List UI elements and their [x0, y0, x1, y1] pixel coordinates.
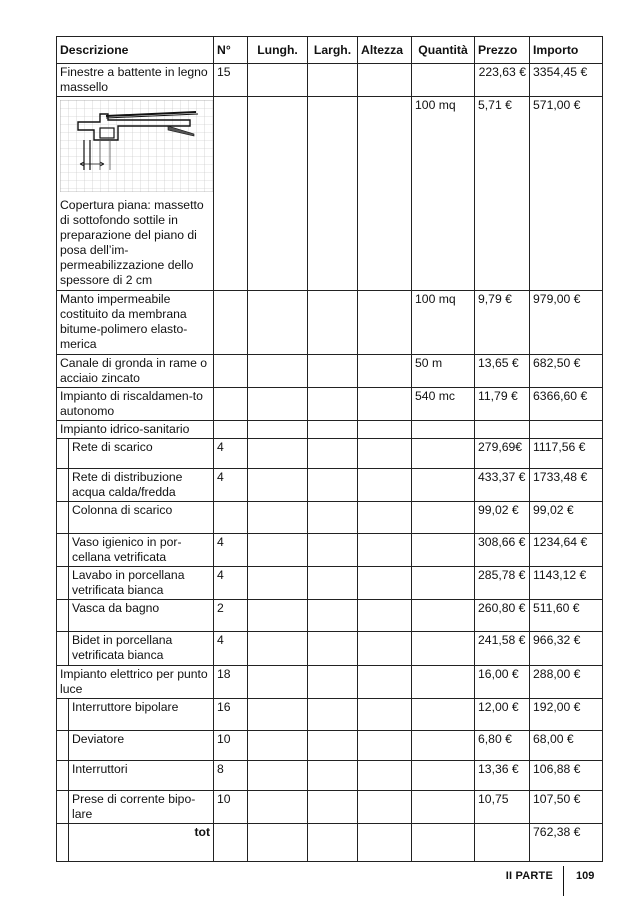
row-description: Finestre a battente in legno massello	[57, 64, 214, 97]
row-n: 4	[214, 632, 248, 666]
row-importo: 682,50 €	[530, 355, 603, 388]
row-n	[214, 421, 248, 439]
row-prezzo: 11,79 €	[475, 388, 530, 421]
table-row	[57, 666, 603, 699]
row-quantita	[412, 791, 475, 824]
indent-cell	[57, 761, 69, 791]
row-n: 2	[214, 600, 248, 632]
table-row	[57, 388, 603, 421]
row-lungh	[248, 97, 308, 291]
row-lungh	[248, 439, 308, 469]
row-largh	[308, 97, 358, 291]
row-altezza	[358, 731, 412, 761]
row-importo: 3354,45 €	[530, 64, 603, 97]
row-prezzo	[475, 421, 530, 439]
row-largh	[308, 421, 358, 439]
row-prezzo: 16,00 €	[475, 666, 530, 699]
table-row	[57, 761, 603, 791]
indent-cell	[57, 567, 69, 600]
row-altezza	[358, 791, 412, 824]
row-quantita: 100 mq	[412, 291, 475, 355]
row-lungh	[248, 64, 308, 97]
header-quantita: Quantità	[412, 37, 475, 64]
row-prezzo: 13,36 €	[475, 761, 530, 791]
row-quantita	[412, 666, 475, 699]
row-n: 18	[214, 666, 248, 699]
row-altezza	[358, 439, 412, 469]
row-quantita	[412, 502, 475, 534]
row-description: Lavabo in porcellana vetrificata bianca	[69, 567, 214, 600]
row-altezza	[358, 469, 412, 502]
row-description: Vaso igienico in por-cellana vetrificata	[69, 534, 214, 567]
row-largh	[308, 291, 358, 355]
row-n: 10	[214, 791, 248, 824]
footer-divider	[563, 866, 564, 896]
table-row	[57, 421, 603, 439]
row-prezzo: 5,71 €	[475, 97, 530, 291]
header-importo: Importo	[530, 37, 603, 64]
row-quantita	[412, 699, 475, 731]
row-largh	[308, 534, 358, 567]
table-row	[57, 291, 603, 355]
row-prezzo: 241,58 €	[475, 632, 530, 666]
row-n	[214, 355, 248, 388]
row-altezza	[358, 534, 412, 567]
row-importo: 511,60 €	[530, 600, 603, 632]
indent-cell	[57, 439, 69, 469]
table-header-row	[57, 37, 603, 64]
row-altezza	[358, 502, 412, 534]
row-lungh	[248, 761, 308, 791]
row-description-cell	[57, 97, 214, 291]
total-empty	[412, 824, 475, 862]
row-n	[214, 388, 248, 421]
page-number: 109	[576, 870, 595, 882]
row-lungh	[248, 632, 308, 666]
row-quantita	[412, 439, 475, 469]
total-row	[57, 824, 603, 862]
row-largh	[308, 600, 358, 632]
row-lungh	[248, 502, 308, 534]
total-empty	[475, 824, 530, 862]
row-description: Prese di corrente bipo-lare	[69, 791, 214, 824]
indent-cell	[57, 534, 69, 567]
row-prezzo: 99,02 €	[475, 502, 530, 534]
row-importo: 192,00 €	[530, 699, 603, 731]
row-n: 10	[214, 731, 248, 761]
row-n	[214, 502, 248, 534]
row-prezzo: 260,80 €	[475, 600, 530, 632]
table-row	[57, 632, 603, 666]
table-row	[57, 600, 603, 632]
row-lungh	[248, 666, 308, 699]
indent-cell	[57, 469, 69, 502]
row-lungh	[248, 355, 308, 388]
roof-section-drawing	[60, 100, 214, 192]
indent-cell	[57, 632, 69, 666]
row-importo: 1733,48 €	[530, 469, 603, 502]
row-quantita	[412, 64, 475, 97]
row-quantita: 50 m	[412, 355, 475, 388]
row-largh	[308, 731, 358, 761]
row-lungh	[248, 791, 308, 824]
row-prezzo: 12,00 €	[475, 699, 530, 731]
row-importo: 979,00 €	[530, 291, 603, 355]
row-altezza	[358, 97, 412, 291]
row-quantita	[412, 600, 475, 632]
row-quantita	[412, 421, 475, 439]
header-lungh: Lungh.	[248, 37, 308, 64]
row-prezzo: 308,66 €	[475, 534, 530, 567]
total-label: tot	[69, 824, 214, 862]
table-row	[57, 64, 603, 97]
table-row	[57, 791, 603, 824]
row-n: 16	[214, 699, 248, 731]
row-largh	[308, 64, 358, 97]
row-prezzo: 433,37 €	[475, 469, 530, 502]
row-n: 15	[214, 64, 248, 97]
row-prezzo: 223,63 €	[475, 64, 530, 97]
indent-cell	[57, 791, 69, 824]
row-quantita	[412, 534, 475, 567]
row-largh	[308, 388, 358, 421]
row-importo: 288,00 €	[530, 666, 603, 699]
row-altezza	[358, 666, 412, 699]
row-importo: 1234,64 €	[530, 534, 603, 567]
row-altezza	[358, 388, 412, 421]
row-importo: 68,00 €	[530, 731, 603, 761]
row-altezza	[358, 600, 412, 632]
row-importo: 1117,56 €	[530, 439, 603, 469]
total-empty	[214, 824, 248, 862]
row-description: Bidet in porcellana vetrificata bianca	[69, 632, 214, 666]
row-largh	[308, 632, 358, 666]
row-n: 4	[214, 534, 248, 567]
row-altezza	[358, 699, 412, 731]
row-description: Interruttori	[69, 761, 214, 791]
row-description: Impianto di riscaldamen-to autonomo	[57, 388, 214, 421]
row-importo: 966,32 €	[530, 632, 603, 666]
row-description: Manto impermeabile costituito da membrana bitume-polimero elasto-merica	[57, 291, 214, 355]
row-altezza	[358, 64, 412, 97]
table-row	[57, 355, 603, 388]
row-lungh	[248, 699, 308, 731]
row-n	[214, 291, 248, 355]
header-prezzo: Prezzo	[475, 37, 530, 64]
row-prezzo: 6,80 €	[475, 731, 530, 761]
row-lungh	[248, 291, 308, 355]
row-altezza	[358, 355, 412, 388]
row-largh	[308, 761, 358, 791]
row-description: Impianto elettrico per punto luce	[57, 666, 214, 699]
row-description: Interruttore bipolare	[69, 699, 214, 731]
row-lungh	[248, 469, 308, 502]
table-row	[57, 97, 603, 291]
table-row	[57, 731, 603, 761]
row-n: 8	[214, 761, 248, 791]
row-largh	[308, 791, 358, 824]
row-largh	[308, 666, 358, 699]
row-quantita: 100 mq	[412, 97, 475, 291]
row-n	[214, 97, 248, 291]
row-largh	[308, 439, 358, 469]
table-row	[57, 502, 603, 534]
row-description: Vasca da bagno	[69, 600, 214, 632]
row-altezza	[358, 632, 412, 666]
table-row	[57, 567, 603, 600]
row-importo: 1143,12 €	[530, 567, 603, 600]
row-altezza	[358, 567, 412, 600]
row-description: Rete di distribuzione acqua calda/fredda	[69, 469, 214, 502]
row-n: 4	[214, 439, 248, 469]
row-prezzo: 285,78 €	[475, 567, 530, 600]
total-importo: 762,38 €	[530, 824, 603, 862]
row-largh	[308, 502, 358, 534]
row-altezza	[358, 421, 412, 439]
row-importo: 99,02 €	[530, 502, 603, 534]
header-n: N°	[214, 37, 248, 64]
indent-cell	[57, 731, 69, 761]
indent-cell	[57, 502, 69, 534]
row-largh	[308, 469, 358, 502]
header-descrizione: Descrizione	[57, 37, 214, 64]
row-quantita	[412, 469, 475, 502]
price-table	[56, 36, 603, 862]
row-quantita	[412, 761, 475, 791]
row-n: 4	[214, 567, 248, 600]
row-importo: 106,88 €	[530, 761, 603, 791]
row-description: Deviatore	[69, 731, 214, 761]
indent-cell	[57, 824, 69, 862]
total-empty	[308, 824, 358, 862]
row-description: Impianto idrico-sanitario	[57, 421, 214, 439]
row-quantita	[412, 632, 475, 666]
row-prezzo: 10,75	[475, 791, 530, 824]
row-prezzo: 13,65 €	[475, 355, 530, 388]
total-empty	[358, 824, 412, 862]
row-description: Colonna di scarico	[69, 502, 214, 534]
row-importo	[530, 421, 603, 439]
row-quantita: 540 mc	[412, 388, 475, 421]
row-altezza	[358, 761, 412, 791]
row-lungh	[248, 731, 308, 761]
row-largh	[308, 567, 358, 600]
row-prezzo: 279,69€	[475, 439, 530, 469]
row-importo: 107,50 €	[530, 791, 603, 824]
row-lungh	[248, 600, 308, 632]
total-empty	[248, 824, 308, 862]
row-n: 4	[214, 469, 248, 502]
indent-cell	[57, 699, 69, 731]
table-row	[57, 469, 603, 502]
row-description: Canale di gronda in rame o acciaio zincato	[57, 355, 214, 388]
row-lungh	[248, 534, 308, 567]
row-lungh	[248, 421, 308, 439]
row-importo: 6366,60 €	[530, 388, 603, 421]
header-largh: Largh.	[308, 37, 358, 64]
row-description: Rete di scarico	[69, 439, 214, 469]
row-lungh	[248, 567, 308, 600]
row-largh	[308, 699, 358, 731]
indent-cell	[57, 600, 69, 632]
row-quantita	[412, 567, 475, 600]
table-row	[57, 439, 603, 469]
row-largh	[308, 355, 358, 388]
row-quantita	[412, 731, 475, 761]
row-altezza	[358, 291, 412, 355]
row-description: Copertura piana: massetto di sottofondo sottile in preparazione del piano di posa dell’im-permeabilizzazione dello spessore di 2 cm	[60, 198, 204, 287]
table-row	[57, 534, 603, 567]
row-prezzo: 9,79 €	[475, 291, 530, 355]
table-row	[57, 699, 603, 731]
header-altezza: Altezza	[358, 37, 412, 64]
row-lungh	[248, 388, 308, 421]
footer-section-label: II PARTE	[505, 870, 553, 882]
row-importo: 571,00 €	[530, 97, 603, 291]
